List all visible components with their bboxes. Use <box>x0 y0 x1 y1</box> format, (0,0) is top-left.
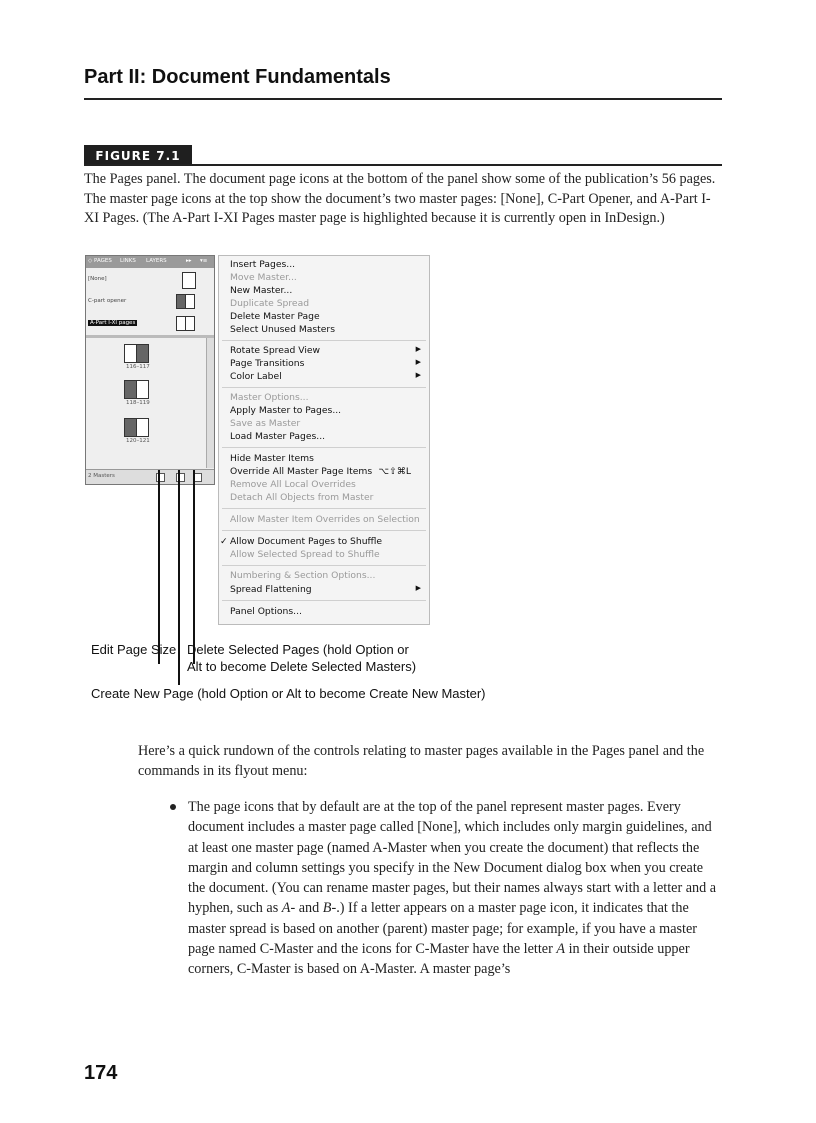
submenu-arrow-icon: ▶ <box>415 371 421 379</box>
menu-separator <box>222 530 426 531</box>
menu-separator <box>222 508 426 509</box>
menu-item[interactable] <box>220 536 425 547</box>
menu-item[interactable]: Hide Master Items <box>230 453 314 464</box>
callout-line-create-new-page <box>178 470 180 685</box>
menu-item: Remove All Local Overrides <box>230 479 356 490</box>
shortcut-label: ⌥⇧⌘L <box>378 466 411 477</box>
panel-footer <box>86 469 214 484</box>
bullet-emphasis: A <box>556 941 566 958</box>
menu-item: Save as Master <box>230 418 301 429</box>
callout-delete-line1: Delete Selected Pages (hold Option or <box>187 642 409 657</box>
intro-paragraph: Here’s a quick rundown of the controls relating to master pages available in the Pages panel and the commands in its flyout menu: <box>138 743 705 780</box>
figure-caption <box>84 170 724 229</box>
callout-create-new-page: Create New Page (hold Option or Alt to become Create New Master) <box>91 686 486 701</box>
bullet-text: .) If a letter appears on a master page icon, it indicates that the master spread is based on another (parent) master page; for example, if you have a master page named C-Master and the icons for C-Master have the letter <box>188 900 697 958</box>
checkmark-icon: ✓ <box>220 536 228 547</box>
master-a-part-label: A-Part I-XI pages <box>90 320 136 326</box>
master-a-part[interactable] <box>88 320 137 326</box>
menu-item[interactable]: New Master... <box>230 285 293 296</box>
menu-item-label: Rotate Spread View <box>230 345 321 356</box>
menu-item-label: Allow Document Pages to Shuffle <box>230 536 383 547</box>
spread-label: 116–117 <box>126 364 150 370</box>
bullet-paragraph <box>188 797 718 980</box>
master-a-right-thumb[interactable] <box>185 316 195 331</box>
menu-item[interactable] <box>230 345 425 356</box>
pages-flyout-menu <box>218 255 430 625</box>
panel-divider[interactable] <box>86 335 214 338</box>
menu-item[interactable]: Delete Master Page <box>230 311 320 322</box>
caption-text: The Pages panel. The document page icons at the bottom of the panel show some of the publication’s 56 pages. The master page icons at the top show the document’s two master pages: [None], C-Part Opener, and A-Part I-XI Pages. (The A-Part I-XI Pages master page is highlighted because it is currently open in InDesign.) <box>84 171 716 226</box>
menu-item[interactable] <box>230 584 425 595</box>
master-none[interactable]: [None] <box>88 276 107 282</box>
menu-item: Master Options... <box>230 392 309 403</box>
menu-item: Duplicate Spread <box>230 298 310 309</box>
menu-item[interactable] <box>230 358 425 369</box>
bullet-text: and <box>295 900 323 917</box>
panel-collapse-icon[interactable]: ▸▸ <box>186 258 192 264</box>
master-c-part-opener[interactable]: C-part opener <box>88 298 127 304</box>
menu-item-label: Page Transitions <box>230 358 305 369</box>
page-117-thumb[interactable] <box>136 344 149 363</box>
pages-panel <box>85 255 215 485</box>
callout-line-edit-page-size <box>158 470 160 664</box>
menu-separator <box>222 340 426 341</box>
page-121-thumb[interactable] <box>136 418 149 437</box>
page-number: 174 <box>84 1062 118 1084</box>
tab-layers[interactable]: LAYERS <box>146 258 167 264</box>
menu-item-label: Spread Flattening <box>230 584 312 595</box>
menu-item-label: Color Label <box>230 371 282 382</box>
submenu-arrow-icon: ▶ <box>415 584 421 592</box>
spread-label: 120–121 <box>126 438 150 444</box>
callout-line-delete-pages <box>193 470 195 664</box>
bullet-text: The page icons that by default are at the top of the panel represent master pages. Every document includes a master page called [None], which includes only margin guidelines, and at least one master page (named A-Master when you create the document) that reflects the margin and column settings you specify in the New Document dialog box when you create the document. (You can rename master pages, but their names always start with a letter and a hyphen, such as <box>188 799 717 917</box>
header-rule <box>84 98 722 100</box>
callout-delete-line2: Alt to become Delete Selected Masters) <box>187 659 417 674</box>
master-none-thumb[interactable] <box>182 272 196 289</box>
bullet-icon <box>170 804 176 810</box>
menu-separator <box>222 447 426 448</box>
masters-count: 2 Masters <box>88 473 115 479</box>
tab-links[interactable]: LINKS <box>120 258 136 264</box>
bullet-emphasis: A- <box>281 900 296 917</box>
spread-label: 118–119 <box>126 400 150 406</box>
tab-pages[interactable]: ◇ PAGES <box>88 258 112 264</box>
menu-item[interactable]: Apply Master to Pages... <box>230 405 342 416</box>
menu-separator <box>222 387 426 388</box>
menu-item[interactable]: Load Master Pages... <box>230 431 326 442</box>
running-header: Part II: Document Fundamentals <box>84 66 391 88</box>
callout-edit-page-size: Edit Page Size <box>91 642 177 657</box>
panel-tabs <box>86 256 214 268</box>
panel-scrollbar[interactable] <box>206 338 214 468</box>
menu-item: Allow Master Item Overrides on Selection <box>230 514 420 525</box>
menu-item: Move Master... <box>230 272 297 283</box>
menu-item[interactable]: Panel Options... <box>230 606 302 617</box>
submenu-arrow-icon: ▶ <box>415 345 421 353</box>
figure-tag: FIGURE 7.1 <box>84 145 192 166</box>
bullet-text: in their outside upper corners, C-Master is based on A-Master. A master page’s <box>188 941 690 978</box>
menu-item[interactable]: Insert Pages... <box>230 259 296 270</box>
menu-item[interactable]: Select Unused Masters <box>230 324 335 335</box>
bullet-emphasis: B- <box>322 900 337 917</box>
figure-rule <box>84 164 722 166</box>
submenu-arrow-icon: ▶ <box>415 358 421 366</box>
menu-item-label: Override All Master Page Items <box>230 466 373 477</box>
master-c-right-thumb[interactable] <box>185 294 195 309</box>
menu-item: Detach All Objects from Master <box>230 492 374 503</box>
panel-menu-icon[interactable]: ▾≡ <box>200 258 208 264</box>
menu-separator <box>222 600 426 601</box>
menu-separator <box>222 565 426 566</box>
page-119-thumb[interactable] <box>136 380 149 399</box>
menu-item[interactable] <box>230 371 425 382</box>
menu-item[interactable] <box>230 466 425 477</box>
menu-item: Numbering & Section Options... <box>230 570 376 581</box>
menu-item: Allow Selected Spread to Shuffle <box>230 549 380 560</box>
